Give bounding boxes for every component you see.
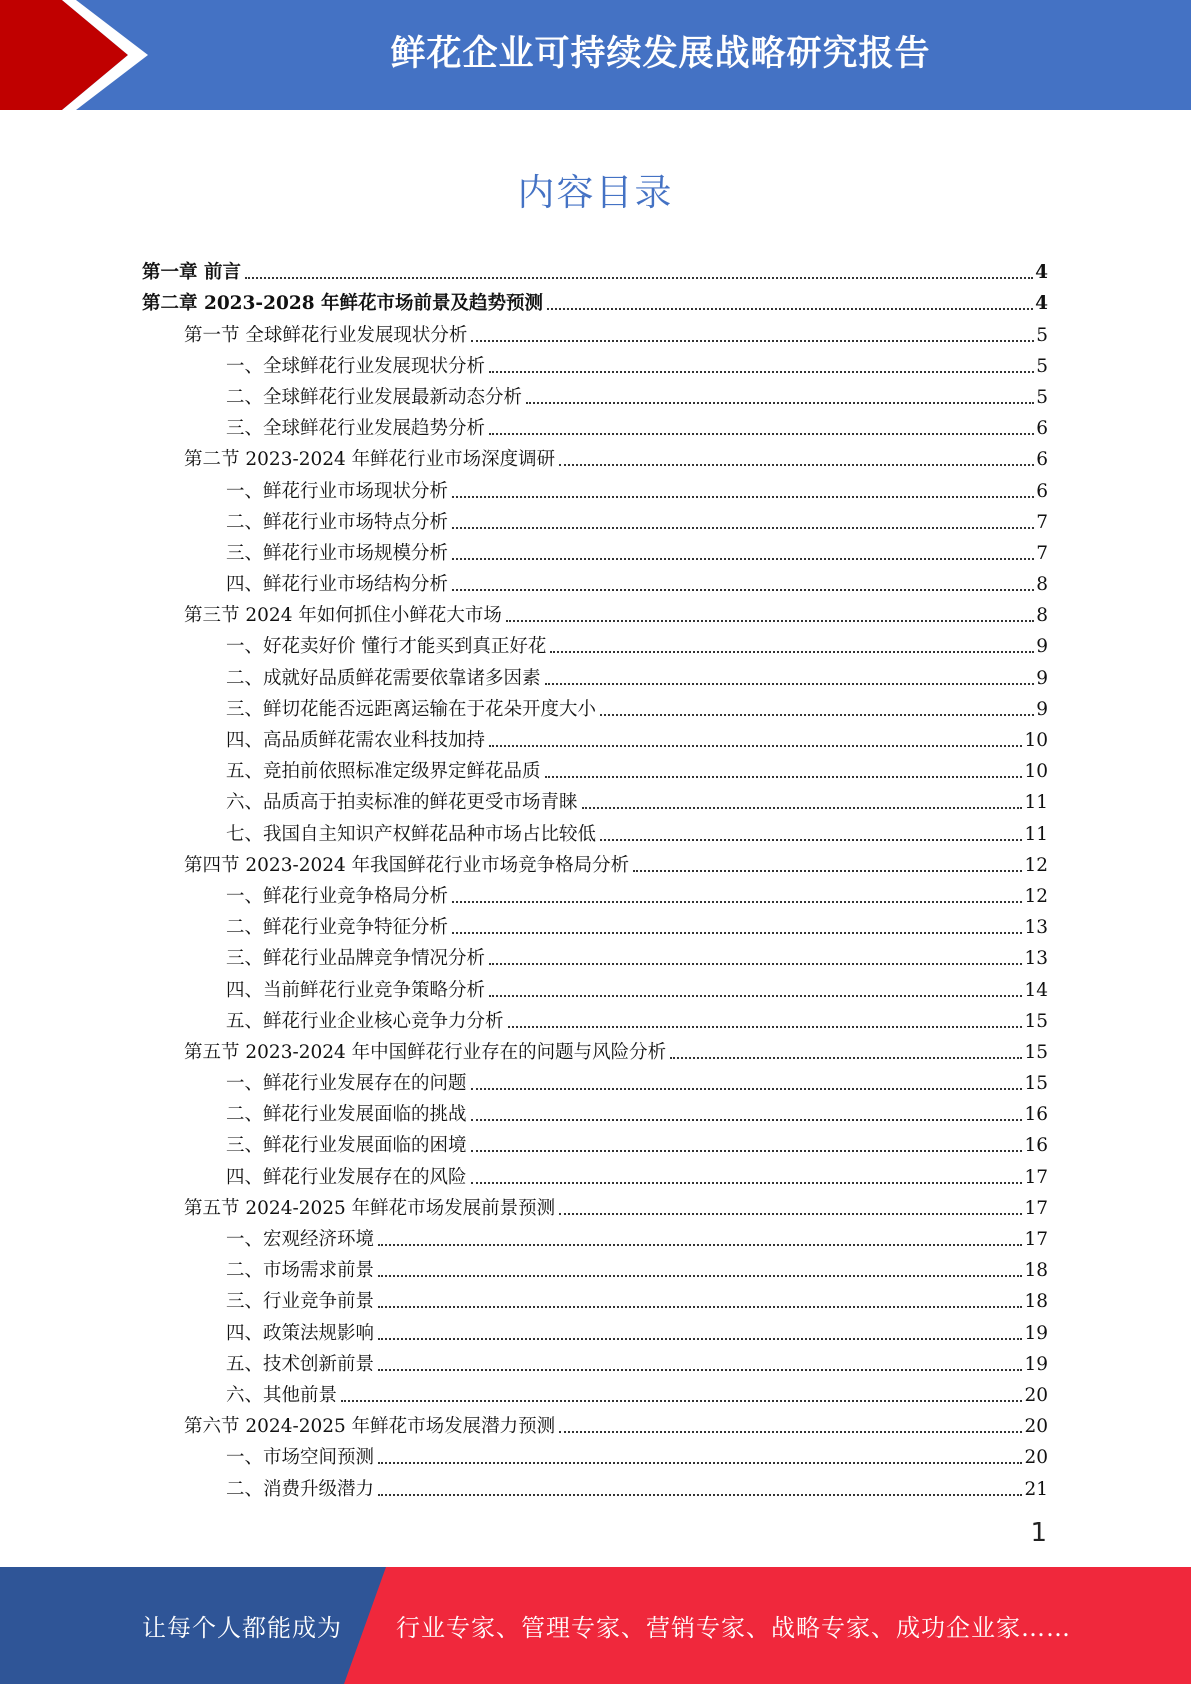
toc-entry[interactable]: [142, 1314, 1048, 1345]
toc-entry[interactable]: [142, 971, 1048, 1002]
toc-entry-page: 12: [1024, 885, 1048, 907]
toc-entry[interactable]: [142, 535, 1048, 566]
toc-entry[interactable]: [142, 1190, 1048, 1221]
toc-entry-page: 11: [1024, 792, 1048, 814]
toc-entry-title: 第六节 2024-2025 年鲜花市场发展潜力预测: [184, 1416, 556, 1438]
toc-entry-title: 四、鲜花行业市场结构分析: [226, 574, 449, 596]
toc-dot-leader: [545, 776, 1023, 778]
toc-entry-page: 9: [1036, 667, 1048, 689]
toc-entry-title: 一、鲜花行业竞争格局分析: [226, 885, 449, 907]
toc-entry[interactable]: [142, 659, 1048, 690]
toc-entry-page: 20: [1024, 1384, 1048, 1406]
toc-entry-title: 二、全球鲜花行业发展最新动态分析: [226, 386, 523, 408]
toc-dot-leader: [550, 651, 1034, 653]
toc-dot-leader: [600, 714, 1034, 716]
toc-entry[interactable]: [142, 909, 1048, 940]
toc-entry-title: 二、成就好品质鲜花需要依靠诸多因素: [226, 667, 541, 689]
toc-entry-page: 18: [1024, 1260, 1048, 1282]
toc-entry-title: 五、技术创新前景: [226, 1353, 375, 1375]
toc-entry-page: 16: [1024, 1135, 1048, 1157]
toc-entry-title: 第四节 2023-2024 年我国鲜花行业市场竞争格局分析: [184, 854, 630, 876]
toc-entry-page: 6: [1036, 418, 1048, 440]
toc-dot-leader: [452, 901, 1022, 903]
toc-dot-leader: [471, 1150, 1023, 1152]
toc-entry-title: 四、当前鲜花行业竞争策略分析: [226, 979, 486, 1001]
toc-entry-page: 10: [1024, 730, 1048, 751]
toc-entry-title: 三、行业竞争前景: [226, 1291, 375, 1313]
toc-entry-page: 9: [1036, 698, 1048, 720]
toc-entry-title: 一、好花卖好价 懂行才能买到真正好花: [226, 636, 547, 658]
toc-dot-leader: [489, 963, 1022, 965]
toc-dot-leader: [559, 1431, 1022, 1433]
toc-dot-leader: [245, 277, 1033, 279]
toc-dot-leader: [378, 1244, 1022, 1246]
toc-entry-page: 18: [1024, 1291, 1048, 1313]
toc-entry-title: 七、我国自主知识产权鲜花品种市场占比较低: [226, 823, 597, 845]
toc-entry-page: 4: [1035, 293, 1048, 315]
toc-entry-page: 13: [1024, 917, 1048, 939]
toc-entry[interactable]: [142, 784, 1048, 815]
toc-entry-page: 13: [1024, 948, 1048, 970]
toc-entry-page: 17: [1024, 1197, 1048, 1219]
toc-dot-leader: [452, 496, 1034, 498]
toc-entry-title: 三、鲜花行业市场规模分析: [226, 542, 449, 564]
toc-entry[interactable]: [142, 1003, 1048, 1034]
footer-slogan-left: 让每个人都能成为: [142, 1614, 342, 1642]
toc-entry-page: 8: [1036, 574, 1048, 596]
toc-dot-leader: [489, 995, 1022, 997]
toc-entry[interactable]: [142, 1221, 1048, 1252]
toc-entry[interactable]: [142, 472, 1048, 503]
toc-entry[interactable]: [142, 379, 1048, 410]
toc-entry[interactable]: [142, 504, 1048, 535]
toc-entry-title: 二、鲜花行业竞争特征分析: [226, 917, 449, 939]
toc-entry[interactable]: [142, 691, 1048, 722]
toc-dot-leader: [378, 1275, 1022, 1277]
toc-entry-page: 17: [1024, 1166, 1048, 1188]
toc-entry[interactable]: [142, 940, 1048, 971]
toc-heading: 内容目录: [517, 171, 674, 214]
toc-entry-title: 六、品质高于拍卖标准的鲜花更受市场青睐: [226, 792, 578, 814]
footer-slogan-right: 行业专家、管理专家、营销专家、战略专家、成功企业家……: [396, 1614, 1071, 1642]
toc-dot-leader: [378, 1369, 1022, 1371]
toc-entry[interactable]: [142, 1283, 1048, 1314]
toc-entry-title: 三、鲜切花能否远距离运输在于花朵开度大小: [226, 698, 597, 720]
toc-dot-leader: [545, 683, 1035, 685]
toc-dot-leader: [670, 1057, 1022, 1059]
toc-entry-title: 一、全球鲜花行业发展现状分析: [226, 355, 486, 377]
toc-entry-title: 二、消费升级潜力: [226, 1478, 375, 1500]
toc-entry-title: 第五节 2023-2024 年中国鲜花行业存在的问题与风险分析: [184, 1041, 667, 1063]
toc-entry[interactable]: [142, 1252, 1048, 1283]
toc-entry[interactable]: [142, 348, 1048, 379]
toc-dot-leader: [378, 1462, 1022, 1464]
toc-entry[interactable]: [142, 1158, 1048, 1189]
toc-entry[interactable]: [142, 1127, 1048, 1158]
toc-entry-page: 5: [1036, 386, 1048, 408]
toc-entry-page: 10: [1024, 761, 1048, 783]
toc-entry-title: 第三节 2024 年如何抓住小鲜花大市场: [184, 605, 502, 627]
toc-entry-title: 四、高品质鲜花需农业科技加持: [226, 730, 486, 751]
toc-dot-leader: [452, 589, 1034, 591]
toc-entry-title: 六、其他前景: [226, 1384, 338, 1406]
toc-entry[interactable]: [142, 1065, 1048, 1096]
toc-entry-title: 三、鲜花行业发展面临的困境: [226, 1135, 467, 1157]
toc-dot-leader: [452, 527, 1034, 529]
toc-entry-title: 三、全球鲜花行业发展趋势分析: [226, 418, 486, 440]
toc-dot-leader: [559, 464, 1034, 466]
toc-entry-title: 第二节 2023-2024 年鲜花行业市场深度调研: [184, 449, 556, 471]
toc-dot-leader: [378, 1306, 1022, 1308]
header-band: [0, 0, 1191, 110]
toc-entry[interactable]: [142, 566, 1048, 597]
toc-entry-title: 一、市场空间预测: [226, 1447, 375, 1469]
toc-dot-leader: [489, 433, 1034, 435]
toc-dot-leader: [526, 402, 1034, 404]
toc-dot-leader: [378, 1338, 1022, 1340]
toc-entry-page: 15: [1024, 1041, 1048, 1063]
toc-entry[interactable]: [142, 1346, 1048, 1377]
toc-entry-title: 一、鲜花行业发展存在的问题: [226, 1073, 467, 1095]
toc-entry[interactable]: [142, 1034, 1048, 1065]
page-number: 1: [1030, 1518, 1047, 1548]
toc-entry-title: 第一节 全球鲜花行业发展现状分析: [184, 324, 468, 346]
toc-dot-leader: [582, 807, 1023, 809]
toc-dot-leader: [489, 371, 1034, 373]
toc-entry[interactable]: [142, 285, 1048, 316]
toc-entry-page: 5: [1036, 324, 1048, 346]
toc-entry[interactable]: [142, 1470, 1048, 1501]
toc-entry-page: 7: [1036, 542, 1048, 564]
toc-entry-page: 17: [1024, 1229, 1048, 1250]
toc-dot-leader: [452, 558, 1034, 560]
toc-entry-title: 五、竞拍前依照标准定级界定鲜花品质: [226, 761, 541, 783]
toc-dot-leader: [508, 1026, 1023, 1028]
toc-entry-title: 一、鲜花行业市场现状分析: [226, 480, 449, 502]
toc-entry-title: 三、鲜花行业品牌竞争情况分析: [226, 948, 486, 970]
toc-entry-title: 四、政策法规影响: [226, 1322, 375, 1344]
header-arrow-icon: [0, 0, 260, 110]
toc-entry-page: 11: [1024, 823, 1048, 845]
toc-entry[interactable]: [142, 815, 1048, 846]
toc-dot-leader: [452, 932, 1022, 934]
toc-entry-page: 20: [1024, 1416, 1048, 1438]
toc-dot-leader: [471, 1119, 1023, 1121]
toc-entry[interactable]: [142, 878, 1048, 909]
toc-dot-leader: [633, 870, 1022, 872]
toc-entry-title: 五、鲜花行业企业核心竞争力分析: [226, 1010, 504, 1032]
toc-entry-page: 5: [1036, 355, 1048, 377]
toc-entry-page: 15: [1024, 1010, 1048, 1032]
toc-entry-page: 7: [1036, 511, 1048, 533]
toc-entry-page: 12: [1024, 854, 1048, 876]
toc-dot-leader: [489, 745, 1022, 747]
report-title: 鲜花企业可持续发展战略研究报告: [390, 34, 931, 74]
toc-entry-title: 第二章 2023-2028 年鲜花市场前景及趋势预测: [142, 293, 544, 315]
toc-entry-title: 二、鲜花行业市场特点分析: [226, 511, 449, 533]
toc-entry-page: 16: [1024, 1104, 1048, 1126]
toc-entry-page: 21: [1024, 1478, 1048, 1500]
toc-dot-leader: [471, 340, 1034, 342]
toc-entry[interactable]: [142, 628, 1048, 659]
toc-entry[interactable]: [142, 1377, 1048, 1408]
toc-dot-leader: [378, 1494, 1022, 1496]
toc-dot-leader: [471, 1182, 1023, 1184]
toc-entry-page: 19: [1024, 1353, 1048, 1375]
toc-dot-leader: [471, 1088, 1023, 1090]
toc-entry-page: 8: [1036, 605, 1048, 627]
toc-entry-title: 一、宏观经济环境: [226, 1229, 375, 1250]
toc-dot-leader: [600, 839, 1022, 841]
toc-dot-leader: [341, 1400, 1022, 1402]
toc-entry[interactable]: [142, 410, 1048, 441]
toc-entry-page: 6: [1036, 480, 1048, 502]
toc-entry-page: 20: [1024, 1447, 1048, 1469]
toc-entry[interactable]: [142, 1408, 1048, 1439]
toc-entry-page: 14: [1024, 979, 1048, 1001]
toc-entry[interactable]: [142, 597, 1048, 628]
toc-entry-page: 9: [1036, 636, 1048, 658]
toc-entry-title: 第五节 2024-2025 年鲜花市场发展前景预测: [184, 1197, 556, 1219]
toc-entry-page: 15: [1024, 1073, 1048, 1095]
toc-entry-page: 4: [1035, 262, 1048, 284]
table-of-contents: [142, 254, 1048, 1502]
toc-entry-page: 19: [1024, 1322, 1048, 1344]
toc-entry[interactable]: [142, 316, 1048, 347]
toc-entry[interactable]: [142, 254, 1048, 285]
toc-entry[interactable]: [142, 722, 1048, 753]
toc-entry[interactable]: [142, 441, 1048, 472]
toc-dot-leader: [559, 1213, 1022, 1215]
footer-band: [0, 1567, 1191, 1684]
toc-entry-page: 6: [1036, 449, 1048, 471]
toc-entry[interactable]: [142, 1439, 1048, 1470]
toc-entry[interactable]: [142, 753, 1048, 784]
toc-entry-title: 二、鲜花行业发展面临的挑战: [226, 1104, 467, 1126]
toc-entry-title: 第一章 前言: [142, 262, 241, 284]
toc-entry-title: 四、鲜花行业发展存在的风险: [226, 1166, 467, 1188]
toc-entry[interactable]: [142, 847, 1048, 878]
toc-dot-leader: [547, 308, 1033, 310]
toc-entry-title: 二、市场需求前景: [226, 1260, 375, 1282]
toc-dot-leader: [506, 620, 1034, 622]
toc-entry[interactable]: [142, 1096, 1048, 1127]
